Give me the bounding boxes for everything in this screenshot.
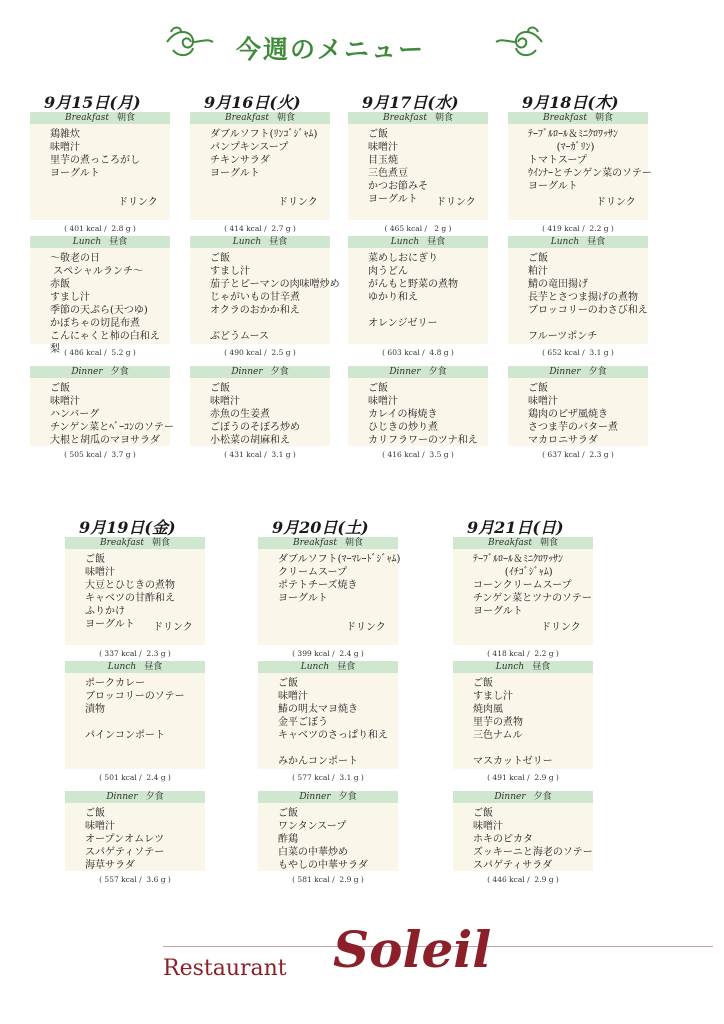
menu-item: ～敬老の日 <box>50 253 100 264</box>
lunch-nutrition: ( 486 kcal / 5.2 g ) <box>64 348 136 357</box>
menu-item: ご飯 <box>278 808 298 819</box>
lunch-header-bar <box>508 236 648 248</box>
lunch-nutrition: ( 501 kcal / 2.4 g ) <box>99 773 171 782</box>
lunch-label-en: Lunch <box>72 237 102 247</box>
menu-item: 小松菜の胡麻和え <box>210 435 290 446</box>
lunch-items <box>473 677 553 768</box>
menu-item: チキンサラダ <box>210 155 270 166</box>
breakfast-header-bar <box>190 112 330 124</box>
menu-item: 茄子とピーマンの肉味噌炒め <box>210 279 340 290</box>
lunch-nutrition: ( 491 kcal / 2.9 g ) <box>487 773 559 782</box>
lunch-label-en: Lunch <box>107 662 137 672</box>
lunch-items <box>85 677 185 742</box>
menu-item: 粕汁 <box>528 266 548 277</box>
day-date: 9月19日(金) <box>79 518 176 537</box>
menu-item: ご飯 <box>50 383 70 394</box>
menu-item: ポテトチーズ焼き <box>278 580 358 591</box>
menu-item: かつお節みそ <box>368 181 428 192</box>
footer-brand <box>163 918 723 998</box>
menu-item: すまし汁 <box>210 266 250 277</box>
menu-item: ご飯 <box>210 253 230 264</box>
menu-item: ハンバーグ <box>50 409 100 420</box>
footer-restaurant-name: Soleil <box>333 920 492 979</box>
breakfast-label-jp: 朝食 <box>276 113 295 123</box>
breakfast-label-jp: 朝食 <box>344 538 363 548</box>
dinner-nutrition: ( 637 kcal / 2.3 g ) <box>542 450 614 459</box>
breakfast-label-jp: 朝食 <box>116 113 135 123</box>
drink-label: ドリンク <box>541 622 581 633</box>
menu-item: ワンタンスープ <box>278 821 347 832</box>
menu-item: ヨーグルト <box>473 606 523 617</box>
menu-item: ご飯 <box>473 808 493 819</box>
menu-item: ご飯 <box>85 554 105 565</box>
menu-item: ぶどうムース <box>210 331 269 342</box>
menu-item: ブロッコリーのソテー <box>85 691 185 702</box>
menu-item: 味噌汁 <box>473 821 503 832</box>
menu-item: 大根と胡瓜のマヨサラダ <box>50 435 160 446</box>
drink-label: ドリンク <box>346 622 386 633</box>
menu-item: ご飯 <box>473 678 493 689</box>
dinner-label-en: Dinner <box>299 792 331 802</box>
menu-item: ポークカレー <box>85 678 145 689</box>
menu-item: 味噌汁 <box>368 142 398 153</box>
dinner-items <box>50 382 174 447</box>
page-title: 今週のメニュー <box>236 35 426 64</box>
dinner-label-jp: 夕食 <box>270 367 289 377</box>
menu-item: 白菜の中華炒め <box>278 847 348 858</box>
menu-item: マカロニサラダ <box>528 435 598 446</box>
lunch-nutrition: ( 577 kcal / 3.1 g ) <box>292 773 364 782</box>
menu-item: 鶏肉のピザ風焼き <box>528 409 608 420</box>
day-date: 9月15日(月) <box>44 93 141 112</box>
menu-item: 味噌汁 <box>50 396 80 407</box>
breakfast-label-jp: 朝食 <box>539 538 558 548</box>
dinner-items <box>85 807 164 872</box>
menu-item: 里芋の煮物 <box>473 717 523 728</box>
menu-item: ヨーグルト <box>528 181 578 192</box>
menu-item: オレンジゼリー <box>368 318 438 329</box>
menu-item: ﾃｰﾌﾞﾙﾛｰﾙ＆ﾐﾆｸﾛﾜｯｻﾝ <box>473 554 563 565</box>
menu-item: スペシャルランチ～ <box>50 266 143 277</box>
breakfast-header-bar <box>348 112 488 124</box>
drink-label: ドリンク <box>153 622 193 633</box>
day-column <box>348 90 488 490</box>
lunch-items <box>210 252 340 343</box>
menu-item: 三色ナムル <box>473 730 523 741</box>
dinner-items <box>368 382 478 447</box>
lunch-label-en: Lunch <box>300 662 330 672</box>
lunch-items <box>528 252 648 343</box>
breakfast-items <box>278 553 400 605</box>
menu-item <box>528 317 648 330</box>
menu-item: キャベツの甘酢和え <box>85 593 175 604</box>
dinner-nutrition: ( 416 kcal / 3.5 g ) <box>382 450 454 459</box>
lunch-nutrition: ( 603 kcal / 4.8 g ) <box>382 348 454 357</box>
menu-item: パンプキンスープ <box>210 142 289 153</box>
breakfast-label-jp: 朝食 <box>151 538 170 548</box>
menu-item: ブロッコリーのわさび和え <box>528 305 648 316</box>
menu-item: かぼちゃの切昆布煮 <box>50 318 140 329</box>
menu-item: もやしの中華サラダ <box>278 860 368 871</box>
dinner-label-jp: 夕食 <box>588 367 607 377</box>
menu-item: チンゲン菜とﾍﾞｰｺﾝのソテー <box>50 422 174 433</box>
breakfast-nutrition: ( 414 kcal / 2.7 g ) <box>224 224 296 233</box>
menu-item: じゃがいもの甘辛煮 <box>210 292 300 303</box>
dinner-label-jp: 夕食 <box>110 367 129 377</box>
day-column <box>30 90 174 490</box>
ornament-left-icon <box>163 22 215 62</box>
dinner-label-en: Dinner <box>389 367 421 377</box>
breakfast-header-bar <box>508 112 648 124</box>
breakfast-label-en: Breakfast <box>99 538 144 548</box>
dinner-items <box>473 807 593 872</box>
menu-item: ﾃｰﾌﾞﾙﾛｰﾙ＆ﾐﾆｸﾛﾜｯｻﾝ <box>528 129 618 140</box>
lunch-label-jp: 昼食 <box>587 237 606 247</box>
menu-item: ご飯 <box>528 253 548 264</box>
menu-item: 赤飯 <box>50 279 70 290</box>
menu-item: すまし汁 <box>473 691 513 702</box>
lunch-label-en: Lunch <box>550 237 580 247</box>
menu-item <box>473 742 553 755</box>
menu-item: ヨーグルト <box>85 619 135 630</box>
menu-item: トマトスープ <box>528 155 587 166</box>
breakfast-items <box>368 128 428 206</box>
dinner-items <box>210 382 300 447</box>
menu-item <box>368 304 458 317</box>
breakfast-nutrition: ( 419 kcal / 2.2 g ) <box>542 224 614 233</box>
lunch-label-en: Lunch <box>232 237 262 247</box>
day-date: 9月20日(土) <box>272 518 369 537</box>
menu-item: こんにゃくと柿の白和え <box>50 331 160 342</box>
menu-item: 味噌汁 <box>85 567 115 578</box>
menu-item <box>85 716 185 729</box>
dinner-label-jp: 夕食 <box>428 367 447 377</box>
menu-item: 鶏雑炊 <box>50 129 80 140</box>
menu-item: 三色煮豆 <box>368 168 408 179</box>
lunch-label-jp: 昼食 <box>427 237 446 247</box>
lunch-label-jp: 昼食 <box>532 662 551 672</box>
breakfast-nutrition: ( 337 kcal / 2.3 g ) <box>99 649 171 658</box>
menu-item: カリフラワーのツナ和え <box>368 435 478 446</box>
day-date: 9月21日(日) <box>467 518 564 537</box>
lunch-label-jp: 昼食 <box>337 662 356 672</box>
breakfast-nutrition: ( 401 kcal / 2.8 g ) <box>64 224 136 233</box>
breakfast-header-bar <box>65 537 205 549</box>
dinner-label-jp: 夕食 <box>145 792 164 802</box>
breakfast-header-bar <box>30 112 170 124</box>
menu-item: ご飯 <box>528 383 548 394</box>
menu-item: 鰆の明太マヨ焼き <box>278 704 358 715</box>
breakfast-nutrition: ( 418 kcal / 2.2 g ) <box>487 649 559 658</box>
dinner-nutrition: ( 581 kcal / 2.9 g ) <box>292 875 364 884</box>
breakfast-items <box>210 128 317 180</box>
ornament-right-icon <box>494 22 546 62</box>
lunch-label-en: Lunch <box>495 662 525 672</box>
menu-item: ホキのピカタ <box>473 834 533 845</box>
lunch-items <box>50 252 160 356</box>
dinner-header-bar <box>508 366 648 378</box>
breakfast-header-bar <box>258 537 398 549</box>
menu-item <box>278 742 388 755</box>
menu-item: ご飯 <box>368 129 388 140</box>
menu-item: 赤魚の生姜煮 <box>210 409 270 420</box>
breakfast-items <box>473 553 592 618</box>
menu-item: 味噌汁 <box>210 396 240 407</box>
menu-item: パインコンポート <box>85 730 165 741</box>
menu-item: 菜めしおにぎり <box>368 253 438 264</box>
lunch-header-bar <box>190 236 330 248</box>
lunch-items <box>368 252 458 330</box>
menu-item: ゆかり和え <box>368 292 418 303</box>
menu-item: ごぼうのそぼろ炒め <box>210 422 300 433</box>
menu-item: ご飯 <box>368 383 388 394</box>
menu-item: さつま芋のバター煮 <box>528 422 618 433</box>
dinner-label-en: Dinner <box>549 367 581 377</box>
menu-item: ズッキーニと海老のソテー <box>473 847 593 858</box>
menu-item: オクラのおかか和え <box>210 305 300 316</box>
menu-item: ｳｲﾝﾅｰとチンゲン菜のソテー <box>528 168 652 179</box>
menu-item: スパゲティサラダ <box>473 860 553 871</box>
menu-item <box>210 317 340 330</box>
lunch-label-jp: 昼食 <box>109 237 128 247</box>
drink-label: ドリンク <box>118 197 158 208</box>
menu-item: ヨーグルト <box>278 593 328 604</box>
breakfast-label-en: Breakfast <box>224 113 269 123</box>
lunch-label-en: Lunch <box>390 237 420 247</box>
menu-item: 酢鶏 <box>278 834 298 845</box>
dinner-nutrition: ( 557 kcal / 3.6 g ) <box>99 875 171 884</box>
menu-item: ダブルソフト(ﾘﾝｺﾞｼﾞｬﾑ) <box>210 129 318 140</box>
menu-item: ご飯 <box>210 383 230 394</box>
dinner-header-bar <box>190 366 330 378</box>
breakfast-label-en: Breakfast <box>487 538 532 548</box>
day-column <box>65 515 205 915</box>
drink-label: ドリンク <box>596 197 636 208</box>
menu-item: スパゲティソテー <box>85 847 165 858</box>
menu-item: みかんコンポート <box>278 756 358 767</box>
menu-item: ふりかけ <box>85 606 125 617</box>
dinner-header-bar <box>30 366 170 378</box>
menu-item: クリームスープ <box>278 567 347 578</box>
menu-item: すまし汁 <box>50 292 90 303</box>
menu-item: 肉うどん <box>368 266 408 277</box>
lunch-items <box>278 677 388 768</box>
menu-item: キャベツのさっぱり和え <box>278 730 388 741</box>
day-column <box>190 90 340 490</box>
menu-item: 梨 <box>50 344 60 355</box>
menu-item: オープンオムレツ <box>85 834 165 845</box>
lunch-nutrition: ( 490 kcal / 2.5 g ) <box>224 348 296 357</box>
menu-item: 金平ごぼう <box>278 717 328 728</box>
menu-item: 焼肉風 <box>473 704 503 715</box>
menu-item: マスカットゼリー <box>473 756 553 767</box>
breakfast-items <box>528 128 652 193</box>
breakfast-header-bar <box>453 537 593 549</box>
breakfast-label-jp: 朝食 <box>594 113 613 123</box>
breakfast-label-en: Breakfast <box>64 113 109 123</box>
dinner-label-en: Dinner <box>231 367 263 377</box>
lunch-header-bar <box>348 236 488 248</box>
menu-item: ひじきの炒り煮 <box>368 422 438 433</box>
menu-item: (ﾏｰｶﾞﾘﾝ) <box>528 142 595 153</box>
day-column <box>258 515 401 915</box>
dinner-label-en: Dinner <box>106 792 138 802</box>
day-column <box>453 515 593 915</box>
header <box>0 18 724 68</box>
lunch-header-bar <box>65 661 205 673</box>
breakfast-nutrition: ( 399 kcal / 2.4 g ) <box>292 649 364 658</box>
menu-item: ダブルソフト(ﾏｰﾏﾚｰﾄﾞｼﾞｬﾑ) <box>278 554 401 565</box>
breakfast-label-jp: 朝食 <box>434 113 453 123</box>
menu-item: 味噌汁 <box>368 396 398 407</box>
day-date: 9月16日(火) <box>204 93 301 112</box>
menu-item: カレイの梅焼き <box>368 409 438 420</box>
menu-item: ご飯 <box>278 678 298 689</box>
menu-item: がんもと野菜の煮物 <box>368 279 458 290</box>
menu-item: 味噌汁 <box>528 396 558 407</box>
menu-item: 味噌汁 <box>85 821 115 832</box>
dinner-items <box>278 807 368 872</box>
menu-item: ヨーグルト <box>210 168 260 179</box>
menu-item: コーンクリームスープ <box>473 580 572 591</box>
menu-item: 味噌汁 <box>50 142 80 153</box>
menu-item: ご飯 <box>85 808 105 819</box>
dinner-header-bar <box>65 791 205 803</box>
dinner-label-en: Dinner <box>71 367 103 377</box>
menu-item: フルーツポンチ <box>528 331 598 342</box>
day-date: 9月17日(水) <box>362 93 459 112</box>
breakfast-nutrition: ( 465 kcal / 2 g ) <box>384 224 452 233</box>
dinner-nutrition: ( 505 kcal / 3.7 g ) <box>64 450 136 459</box>
menu-item: ヨーグルト <box>50 168 100 179</box>
dinner-nutrition: ( 431 kcal / 3.1 g ) <box>224 450 296 459</box>
footer-restaurant-label: Restaurant <box>163 956 287 981</box>
menu-item: 大豆とひじきの煮物 <box>85 580 175 591</box>
breakfast-label-en: Breakfast <box>292 538 337 548</box>
day-date: 9月18日(木) <box>522 93 619 112</box>
breakfast-label-en: Breakfast <box>542 113 587 123</box>
dinner-label-en: Dinner <box>494 792 526 802</box>
menu-item: 長芋とさつま揚げの煮物 <box>528 292 638 303</box>
lunch-label-jp: 昼食 <box>269 237 288 247</box>
dinner-header-bar <box>258 791 398 803</box>
drink-label: ドリンク <box>278 197 318 208</box>
dinner-label-jp: 夕食 <box>533 792 552 802</box>
dinner-nutrition: ( 446 kcal / 2.9 g ) <box>487 875 559 884</box>
menu-item: 里芋の煮っころがし <box>50 155 140 166</box>
menu-item: 目玉焼 <box>368 155 398 166</box>
lunch-header-bar <box>30 236 170 248</box>
lunch-nutrition: ( 652 kcal / 3.1 g ) <box>542 348 614 357</box>
menu-item: 味噌汁 <box>278 691 308 702</box>
day-column <box>508 90 652 490</box>
menu-item: ヨーグルト <box>368 194 418 205</box>
breakfast-label-en: Breakfast <box>382 113 427 123</box>
dinner-header-bar <box>348 366 488 378</box>
menu-item: 季節の天ぷら(天つゆ) <box>50 305 148 316</box>
menu-item: 漬物 <box>85 704 105 715</box>
lunch-label-jp: 昼食 <box>144 662 163 672</box>
lunch-header-bar <box>453 661 593 673</box>
dinner-label-jp: 夕食 <box>338 792 357 802</box>
menu-item: 鯖の竜田揚げ <box>528 279 588 290</box>
dinner-header-bar <box>453 791 593 803</box>
menu-item: 海草サラダ <box>85 860 135 871</box>
dinner-items <box>528 382 618 447</box>
drink-label: ドリンク <box>436 197 476 208</box>
lunch-header-bar <box>258 661 398 673</box>
breakfast-items <box>50 128 140 180</box>
menu-item: (ｲﾁｺﾞｼﾞｬﾑ) <box>473 567 553 578</box>
menu-item: チンゲン菜とツナのソテー <box>473 593 592 604</box>
